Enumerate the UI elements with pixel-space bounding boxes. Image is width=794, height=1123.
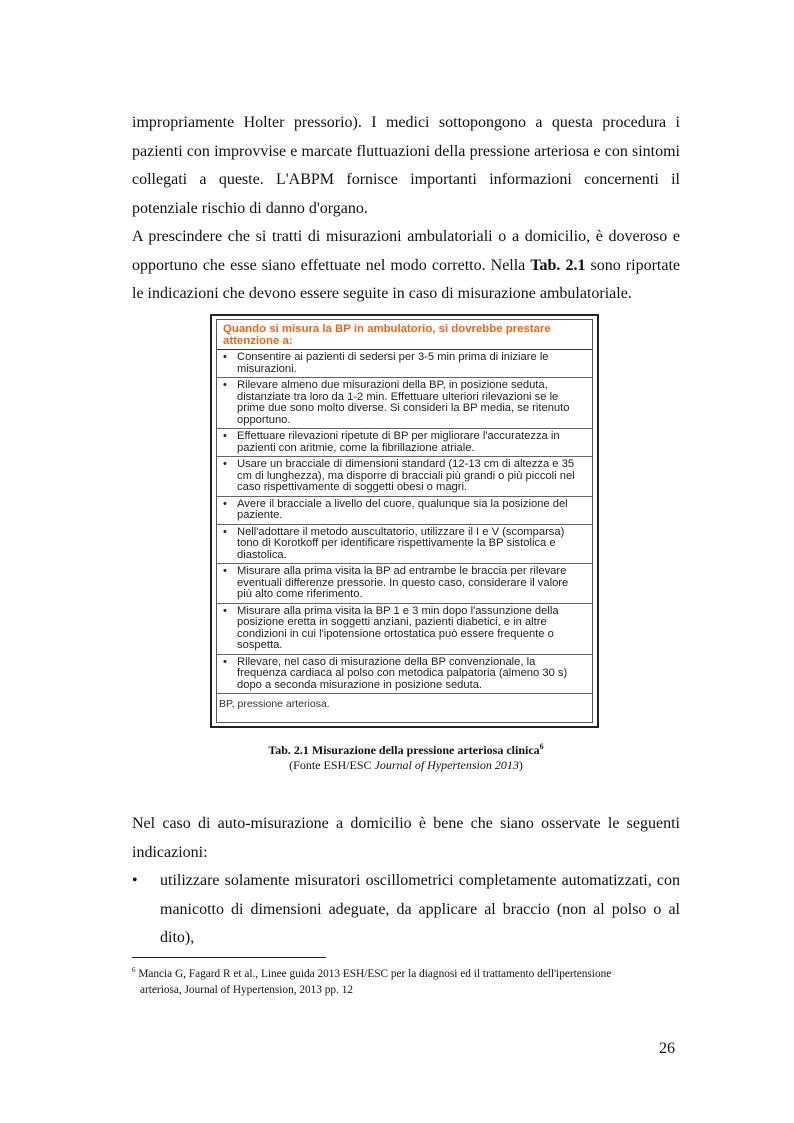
bullet-glyph: • (223, 565, 227, 577)
bullet-glyph: • (223, 458, 227, 470)
table-row (217, 378, 592, 429)
footnote-number: 6 (132, 966, 136, 974)
bullet-glyph: • (223, 525, 227, 538)
list-item (132, 867, 680, 953)
paragraph-text (132, 223, 680, 309)
paragraph-text-after: sono riportate le indicazioni che devono essere seguite in caso di misurazione ambulatoriale. (132, 256, 680, 302)
bullet-glyph: • (223, 430, 227, 442)
bullet-glyph: • (223, 604, 227, 617)
table-row-text: Rilevare, nel caso di misurazione della BP convenzionale, la frequenza cardiaca al polso con metodica palpatoria (almeno 30 s) dopo a seconda misurazione in posizione seduta. (237, 655, 568, 691)
bullet-glyph: • (223, 351, 227, 363)
table-figure (210, 314, 599, 728)
table-row (217, 525, 592, 565)
table-row-text: Consentire ai pazienti di sedersi per 3-5 min prima di iniziare le misurazioni. (237, 351, 549, 375)
paragraph-measurement-intro (132, 223, 680, 309)
paragraph-text: impropriamente Holter pressorio). I medici sottopongono a questa procedura i pazienti con improvvise e marcate fluttuazioni della pressione arteriosa e con sintomi collegati a queste. L'ABPM fornisce importanti informazioni concernenti il potenziale rischio di danno d'organo. (132, 114, 680, 217)
bullet-glyph: • (132, 872, 138, 889)
caption-title-text: Tab. 2.1 Misurazione della pressione arteriosa clinica (268, 743, 540, 757)
paragraph-text: Nel caso di auto-misurazione a domicilio è bene che siano osservate le seguenti indicazioni: (132, 815, 680, 861)
footnote-divider (132, 957, 326, 958)
page-number: 26 (659, 1040, 675, 1057)
paragraph-text-before: A prescindere che si tratti di misurazioni ambulatoriali o a domicilio, è doveroso e opportuno che esse siano effettuate nel modo corretto. Nella (132, 228, 680, 274)
source-journal: Journal of Hypertension 2013 (374, 758, 519, 772)
table-caption (132, 742, 680, 758)
table-row-text: Avere il bracciale a livello del cuore, qualunque sia la posizione del paziente. (237, 497, 568, 521)
table-row (217, 497, 592, 525)
footnote-marker: 6 (539, 742, 544, 751)
table-row (217, 429, 592, 457)
table-row (217, 564, 592, 604)
bullet-glyph: • (223, 497, 227, 510)
bp-guidelines-table (216, 319, 593, 723)
bullet-glyph: • (223, 655, 227, 668)
table-row (217, 604, 592, 655)
table-footer-note: BP, pressione arteriosa. (219, 698, 330, 710)
table-row (217, 655, 592, 695)
footnote-text: Mancia G, Fagard R et al., Linee guida 2013 ESH/ESC per la diagnosi ed il trattamento dell'ipertensione (135, 967, 612, 980)
table-row-text: Usare un bracciale di dimensioni standard (12-13 cm di altezza e 35 cm di lunghezza), ma disporre di bracciali più grandi o più piccoli nel caso rispettivamente di soggetti obesi o magri. (237, 458, 575, 493)
source-text-after: ) (518, 758, 523, 772)
paragraph-home-measurement (132, 810, 680, 867)
table-row-text: Rilevare almeno due misurazioni della BP, in posizione seduta, distanziate tra loro da 1-2 min. Effettuare ulteriori rilevazioni se le prime due sono molto diverse. Si consideri la BP media, se ritenuto opportuno. (237, 379, 570, 426)
table-source (132, 758, 680, 773)
paragraph-abpm (132, 109, 680, 223)
list-item-text: utilizzare solamente misuratori oscillometrici completamente automatizzati, con manicotto di dimensioni adeguate, da applicare al braccio (non al polso o al dito), (160, 872, 680, 946)
footnote-line (132, 962, 682, 982)
table-row-text: Misurare alla prima visita la BP 1 e 3 min dopo l'assunzione della posizione eretta in soggetti anziani, pazienti diabetici, e in altre condizioni in cui l'ipotensione ortostatica può essere frequente o sospetta. (237, 604, 559, 651)
table-reference: Tab. 2.1 (530, 256, 586, 274)
footnote-line-continued: arteriosa, Journal of Hypertension, 2013 pp. 12 (140, 983, 354, 996)
table-row-text: Nell'adottare il metodo auscultatorio, utilizzare il I e V (scomparsa) tono di Korotkoff per identificare rispettivamente la BP sistolica e diastolica. (237, 525, 565, 561)
table-heading: Quando si misura la BP in ambulatorio, si dovrebbe prestare attenzione a: (217, 320, 592, 350)
table-row (217, 350, 592, 378)
table-row-text: Effettuare rilevazioni ripetute di BP per migliorare l'accuratezza in pazienti con aritmie, come la fibrillazione atriale. (237, 430, 560, 454)
table-row-text: Misurare alla prima visita la BP ad entrambe le braccia per rilevare eventuali differenze pressorie. In questo caso, considerare il valore più alto come riferimento. (237, 565, 569, 600)
table-row (217, 457, 592, 497)
bullet-glyph: • (223, 379, 227, 391)
source-text-before: (Fonte ESH/ESC (289, 758, 375, 772)
footnote (132, 962, 682, 998)
